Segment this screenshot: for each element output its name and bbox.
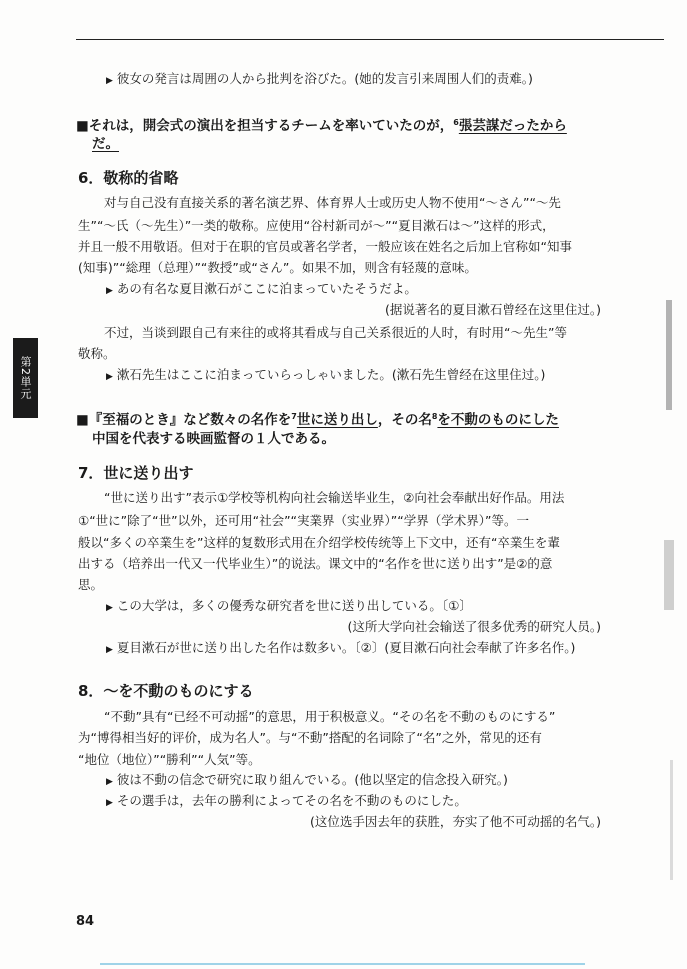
paragraph-line: 并且一般不用敬语。但对于在职的官员或著名学者，一般应该在姓名之后加上官称如“知事 bbox=[78, 239, 572, 254]
section-heading: 6．敬称的省略 bbox=[78, 169, 179, 187]
scan-artifact bbox=[666, 300, 672, 410]
paragraph-line: “地位（地位）”“勝利”“人気”等。 bbox=[78, 752, 261, 767]
triangle-bullet-icon: ▶ bbox=[106, 76, 113, 86]
paragraph-line: 出する（培养出一代又一代毕业生）”的说法。课文中的“名作を世に送り出す”是②的意 bbox=[78, 556, 553, 571]
page-number: 84 bbox=[76, 914, 95, 929]
paragraph-line: (知事)”“総理（总理）”“教授”或“さん”。如果不加，则含有轻蔑的意味。 bbox=[78, 260, 477, 275]
key-sentence: ■それは，開会式の演出を担当するチームを率いていたのが，$^6$張芸謀だったから bbox=[76, 118, 567, 134]
triangle-bullet-icon: ▶ bbox=[106, 798, 113, 808]
triangle-bullet-icon: ▶ bbox=[106, 603, 113, 613]
example-translation: (据说著名的夏目漱石曾经在这里住过。) bbox=[384, 302, 601, 317]
triangle-bullet-icon: ▶ bbox=[106, 645, 113, 655]
key-sentence: ■『至福のとき』など数々の名作を$^7$世に送り出し，その名$^8$を不動のものにした bbox=[76, 412, 559, 428]
paragraph-line: 对与自己没有直接关系的著名演艺界、体育界人士或历史人物不使用“～さん”“～先 bbox=[104, 195, 561, 210]
paragraph-line: 为“博得相当好的评价，成为名人”。与“不動”搭配的名词除了“名”之外，常见的还有 bbox=[78, 730, 542, 745]
scan-artifact bbox=[664, 540, 674, 610]
example-sentence: ▶ 漱石先生はここに泊まっていらっしゃいました。(漱石先生曾经在这里住过。) bbox=[106, 367, 546, 382]
example-sentence: ▶ 彼は不動の信念で研究に取り組んでいる。(他以坚定的信念投入研究。) bbox=[106, 772, 508, 787]
top-rule bbox=[76, 39, 664, 40]
example-sentence: ▶ 彼女の発言は周囲の人から批判を浴びた。(她的发言引来周围人们的责难。) bbox=[106, 71, 533, 86]
paragraph-line: ①“世に”除了“世”以外，还可用“社会”“実業界（实业界）”“学界（学术界）”等。一 bbox=[78, 513, 529, 528]
paragraph-line: 般以“多くの卒業生を”这样的复数形式用在介绍学校传统等上下文中，还有“卒業生を輩 bbox=[78, 535, 560, 550]
unit-side-tab: 第2単元 bbox=[13, 338, 38, 418]
paragraph-line: 不过，当谈到跟自己有来往的或将其看成与自己关系很近的人时，有时用“～先生”等 bbox=[104, 325, 567, 340]
paragraph-line: “不動”具有“已经不可动摇”的意思，用于积极意义。“その名を不動のものにする” bbox=[104, 709, 556, 724]
example-sentence: ▶ 夏目漱石が世に送り出した名作は数多い。〔②〕(夏目漱石向社会奉献了许多名作。) bbox=[106, 640, 576, 655]
paragraph-line: “世に送り出す”表示①学校等机构向社会输送毕业生，②向社会奉献出好作品。用法 bbox=[104, 490, 565, 505]
paragraph-line: 生”“～氏（～先生）”一类的敬称。应使用“谷村新司が～”“夏目漱石は～”这样的形式， bbox=[78, 218, 555, 233]
scan-artifact bbox=[670, 760, 673, 880]
paragraph-line: 思。 bbox=[78, 577, 104, 592]
triangle-bullet-icon: ▶ bbox=[106, 286, 113, 296]
paragraph-line: 敬称。 bbox=[78, 346, 116, 361]
key-sentence-continued: だ。 bbox=[92, 136, 119, 152]
example-translation: (这所大学向社会输送了很多优秀的研究人员。) bbox=[347, 619, 601, 634]
section-heading: 8．～を不動のものにする bbox=[78, 682, 254, 700]
section-heading: 7．世に送り出す bbox=[78, 464, 194, 482]
example-translation: (这位选手因去年的获胜，夯实了他不可动摇的名气。) bbox=[309, 814, 601, 829]
example-sentence: ▶ あの有名な夏目漱石がここに泊まっていたそうだよ。 bbox=[106, 281, 417, 296]
example-sentence: ▶ この大学は，多くの優秀な研究者を世に送り出している。〔①〕 bbox=[106, 598, 472, 613]
key-sentence-continued: 中国を代表する映画監督の１人である。 bbox=[92, 431, 335, 447]
example-sentence: ▶ その選手は，去年の勝利によってその名を不動のものにした。 bbox=[106, 793, 467, 808]
bottom-line bbox=[100, 963, 585, 965]
triangle-bullet-icon: ▶ bbox=[106, 777, 113, 787]
triangle-bullet-icon: ▶ bbox=[106, 372, 113, 382]
